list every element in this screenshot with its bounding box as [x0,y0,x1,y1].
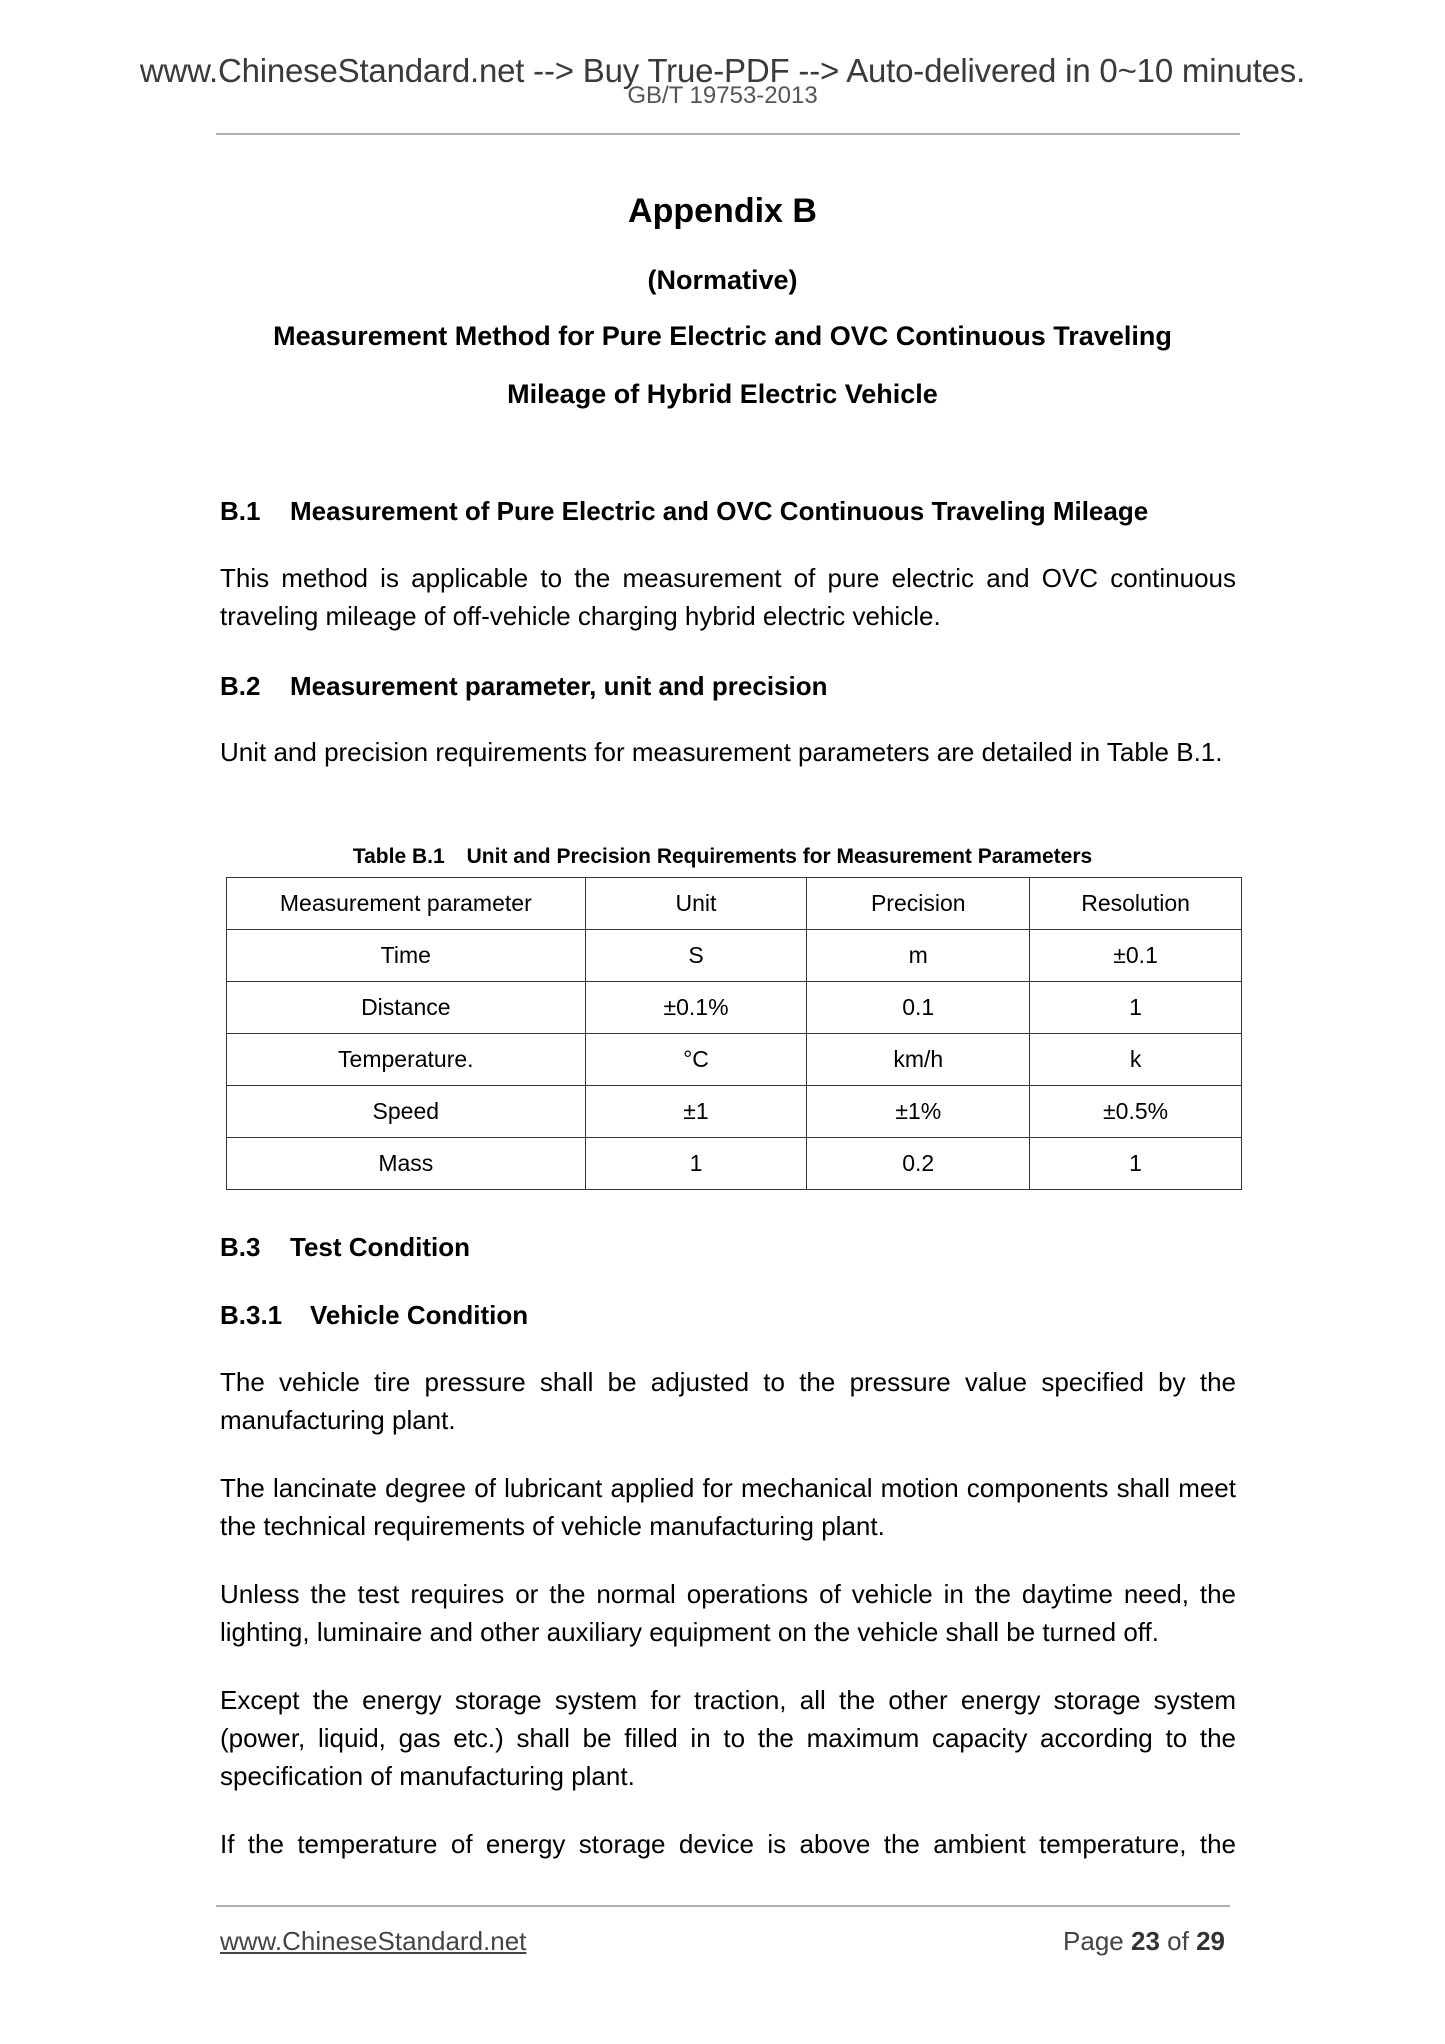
table-caption-number: Table B.1 [352,845,445,868]
table-cell: °C [585,1034,807,1086]
table-row [227,1086,1242,1138]
table-row [227,982,1242,1034]
appendix-label: Appendix B [628,192,817,230]
table-caption-title: Unit and Precision Requirements for Measurement Parameters [466,845,1093,868]
vehicle-condition-paragraph: The lancinate degree of lubricant applied for mechanical motion components shall meet the technical requirements of vehicle manufacturing plant. [220,1473,1236,1541]
table-header-row [227,878,1242,930]
appendix-type: (Normative) [647,265,798,295]
section-number: B.3.1 [220,1300,283,1330]
table-header-cell: Unit [585,878,807,930]
table-cell: km/h [807,1034,1030,1086]
table-cell: Time [227,930,586,982]
table-cell: Speed [227,1086,586,1138]
table-cell: 1 [1030,982,1242,1034]
table-cell: 1 [1030,1138,1242,1190]
table-cell: Mass [227,1138,586,1190]
section-number: B.2 [220,671,261,701]
section-b1-heading [220,496,1148,527]
table-row [227,1034,1242,1086]
measurement-parameters-table [226,877,1242,1190]
table-cell: m [807,930,1030,982]
section-b3-heading [220,1232,470,1263]
vehicle-condition-paragraph: If the temperature of energy storage device is above the ambient temperature, the [220,1829,1236,1859]
page-indicator [1063,1926,1225,1957]
section-number: B.3 [220,1232,261,1262]
table-caption [0,845,1445,869]
section-b2-paragraph: Unit and precision requirements for measurement parameters are detailed in Table B.1. [220,737,1223,767]
appendix-title-line2: Mileage of Hybrid Electric Vehicle [507,379,938,409]
table-cell: Distance [227,982,586,1034]
table-header-cell: Precision [807,878,1030,930]
page-of: of [1167,1926,1189,1956]
section-b2-heading [220,671,828,702]
page-prefix: Page [1063,1926,1124,1956]
vehicle-condition-paragraph: The vehicle tire pressure shall be adjusted to the pressure value specified by the manufacturing plant. [220,1367,1236,1435]
table-cell: ±0.5% [1030,1086,1242,1138]
section-title: Measurement of Pure Electric and OVC Continuous Traveling Mileage [290,496,1149,526]
section-title: Measurement parameter, unit and precision [290,671,828,701]
table-header-cell: Resolution [1030,878,1242,930]
section-title: Vehicle Condition [310,1300,529,1330]
section-title: Test Condition [290,1232,471,1262]
section-number: B.1 [220,496,261,526]
table-cell: ±0.1 [1030,930,1242,982]
footer-site-link[interactable]: www.ChineseStandard.net [220,1926,527,1956]
table-cell: k [1030,1034,1242,1086]
table-cell: S [585,930,807,982]
standard-number: GB/T 19753-2013 [627,82,818,109]
footer-divider [216,1905,1230,1907]
page-total: 29 [1196,1926,1225,1956]
table-cell: 0.2 [807,1138,1030,1190]
table-cell: Temperature. [227,1034,586,1086]
table-row [227,930,1242,982]
table-cell: ±1% [807,1086,1030,1138]
appendix-title-line1: Measurement Method for Pure Electric and OVC Continuous Traveling [273,321,1172,351]
table-cell: ±0.1% [585,982,807,1034]
promo-banner: www.ChineseStandard.net --> Buy True-PDF --> Auto-delivered in 0~10 minutes. [139,52,1306,89]
table-cell: 0.1 [807,982,1030,1034]
vehicle-condition-paragraph: Except the energy storage system for traction, all the other energy storage system (power, liquid, gas etc.) shall be filled in to the maximum capacity according to the specification of manufacturing plant. [220,1685,1236,1791]
table-header-cell: Measurement parameter [227,878,586,930]
table-cell: ±1 [585,1086,807,1138]
section-b31-heading [220,1300,528,1331]
table-cell: 1 [585,1138,807,1190]
page-current: 23 [1131,1926,1160,1956]
header-divider [216,133,1240,135]
section-b1-paragraph: This method is applicable to the measurement of pure electric and OVC continuous traveling mileage of off-vehicle charging hybrid electric vehicle. [220,563,1236,631]
vehicle-condition-paragraph: Unless the test requires or the normal operations of vehicle in the daytime need, the lighting, luminaire and other auxiliary equipment on the vehicle shall be turned off. [220,1579,1236,1647]
table-row [227,1138,1242,1190]
